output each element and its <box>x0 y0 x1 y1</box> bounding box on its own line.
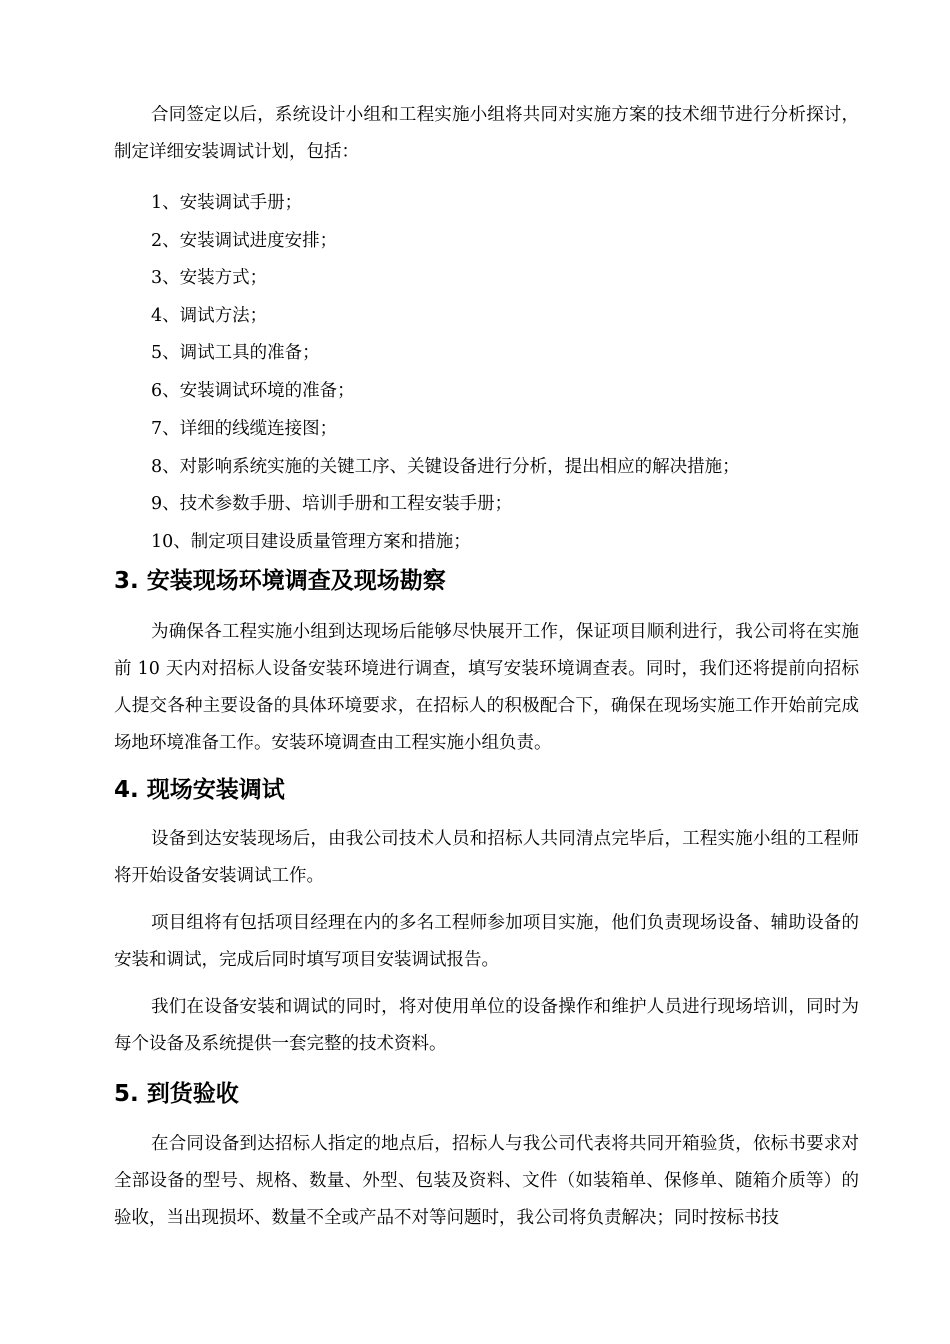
list-item: 9、技术参数手册、培训手册和工程安装手册； <box>151 494 513 514</box>
list-item: 8、对影响系统实施的关键工序、关键设备进行分析，提出相应的解决措施； <box>151 457 740 477</box>
section5-paragraph: 在合同设备到达招标人指定的地点后，招标人与我公司代表将共同开箱验货，依标书要求对全部设备的型号、规格、数量、外型、包装及资料、文件（如装箱单、保修单、随箱介质等）的验收，当出现损坏、数量不全或产品不对等问题时，我公司将负责解决；同时按标书技 <box>114 1134 859 1228</box>
list-item: 1、安装调试手册； <box>151 193 303 213</box>
list-item: 7、详细的线缆连接图； <box>151 419 338 439</box>
section4-paragraph-2: 项目组将有包括项目经理在内的多名工程师参加项目实施，他们负责现场设备、辅助设备的安装和调试，完成后同时填写项目安装调试报告。 <box>114 913 859 970</box>
section3-paragraph: 为确保各工程实施小组到达现场后能够尽快展开工作，保证项目顺利进行，我公司将在实施前 10 天内对招标人设备安装环境进行调查，填写安装环境调查表。同时，我们还将提前向招标人提交各种主要设备的具体环境要求，在招标人的积极配合下，确保在现场实施工作开始前完成场地环境准备工作。安装环境调查由工程实施小组负责。 <box>114 622 859 753</box>
list-item: 6、安装调试环境的准备； <box>151 381 355 401</box>
section4-paragraph-1: 设备到达安装现场后，由我公司技术人员和招标人共同清点完毕后，工程实施小组的工程师将开始设备安装调试工作。 <box>114 829 859 886</box>
intro-paragraph: 合同签定以后，系统设计小组和工程实施小组将共同对实施方案的技术细节进行分析探讨，制定详细安装调试计划，包括： <box>114 105 859 162</box>
list-item: 2、安装调试进度安排； <box>151 231 338 251</box>
section-heading-3: 3. 安装现场环境调查及现场勘察 <box>114 568 446 594</box>
list-item: 10、制定项目建设质量管理方案和措施； <box>151 532 471 552</box>
list-item: 4、调试方法； <box>151 306 268 326</box>
section-heading-5: 5. 到货验收 <box>114 1081 239 1107</box>
section-heading-4: 4. 现场安装调试 <box>114 777 285 803</box>
list-item: 3、安装方式； <box>151 268 268 288</box>
section4-paragraph-3: 我们在设备安装和调试的同时，将对使用单位的设备操作和维护人员进行现场培训，同时为每个设备及系统提供一套完整的技术资料。 <box>114 997 859 1054</box>
list-item: 5、调试工具的准备； <box>151 343 320 363</box>
